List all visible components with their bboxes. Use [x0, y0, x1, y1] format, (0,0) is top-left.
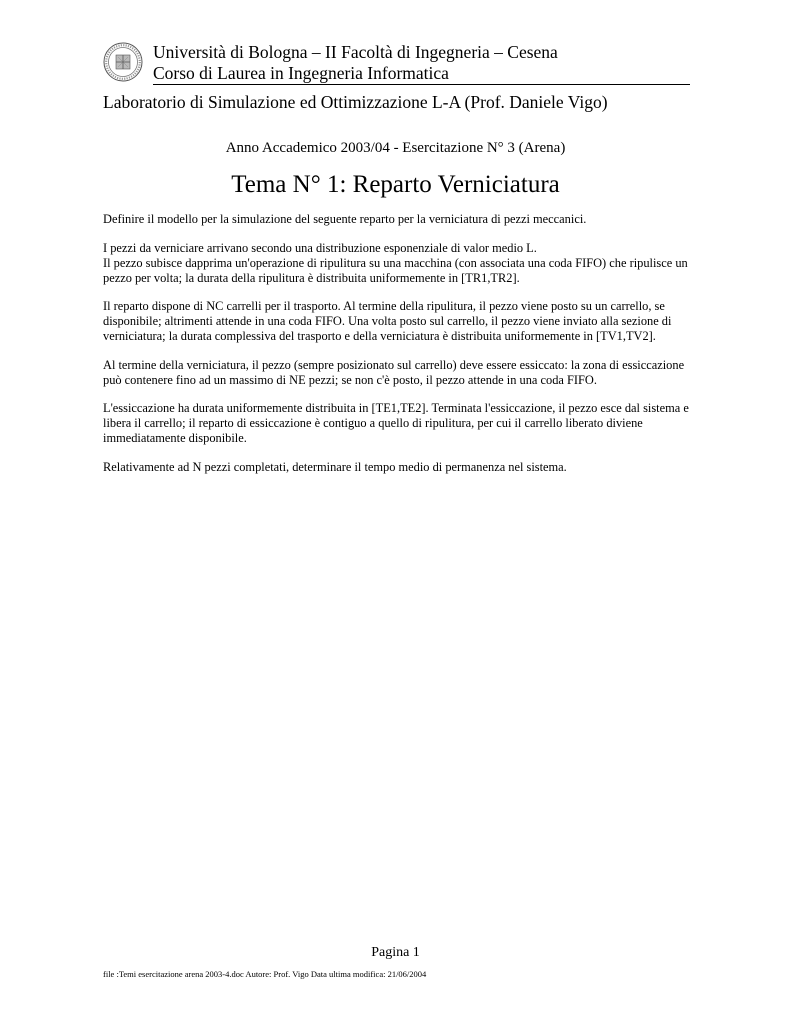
paragraph: Al termine della verniciatura, il pezzo (sempre posizionato sul carrello) deve essere essiccato: la zona di essiccazione può contenere fino ad un massimo di NE pezzi; se non c'è posto, il pezzo attende in una coda FIFO. [103, 357, 685, 387]
paragraph: Definire il modello per la simulazione del seguente reparto per la verniciatura di pezzi meccanici. [103, 212, 587, 226]
page-number: Pagina 1 [371, 945, 420, 960]
paragraph: Relativamente ad N pezzi completati, determinare il tempo medio di permanenza nel sistema. [103, 459, 567, 474]
university-seal-icon [103, 42, 143, 82]
course-title: Laboratorio di Simulazione ed Ottimizzazione L-A (Prof. Daniele Vigo) [103, 92, 608, 112]
file-footer: file :Temi esercitazione arena 2003-4.doc Autore: Prof. Vigo Data ultima modifica: 21/06/2004 [103, 969, 427, 979]
exercise-body [103, 212, 691, 488]
paragraph: Il reparto dispone di NC carrelli per il trasporto. Al termine della ripulitura, il pezzo viene posto su un carrello, se disponibile; altrimenti attende in una coda FIFO. Una volta posto sul carrello, il pezzo viene inviato alla sezione di verniciatura; la durata complessiva del trasporto e della verniciatura è distribuita uniformemente in [TV1,TV2]. [103, 299, 672, 343]
paragraph: L'essiccazione ha durata uniformemente distribuita in [TE1,TE2]. Terminata l'essiccazione, il pezzo esce dal sistema e libera il carrello; il reparto di essiccazione è contiguo a quello di ripulitura, per cui il carrello liberato diviene immediatamente disponibile. [103, 401, 689, 445]
header-divider [153, 84, 690, 85]
academic-year: Anno Accademico 2003/04 - Esercitazione N° 3 (Arena) [225, 140, 566, 156]
exercise-title: Tema N° 1: Reparto Verniciatura [231, 171, 560, 198]
paragraph: I pezzi da verniciare arrivano secondo una distribuzione esponenziale di valor medio L. [103, 240, 537, 255]
paragraph: Il pezzo subisce dapprima un'operazione di ripulitura su una macchina (con associata una coda FIFO) che ripulisce un pezzo per volta; la durata della ripulitura è distribuita uniformemente in [TR1,TR2]. [103, 255, 688, 285]
university-name: Università di Bologna – II Facoltà di Ingegneria – Cesena [153, 42, 558, 62]
degree-name: Corso di Laurea in Ingegneria Informatica [153, 63, 449, 83]
document-header [103, 40, 690, 86]
